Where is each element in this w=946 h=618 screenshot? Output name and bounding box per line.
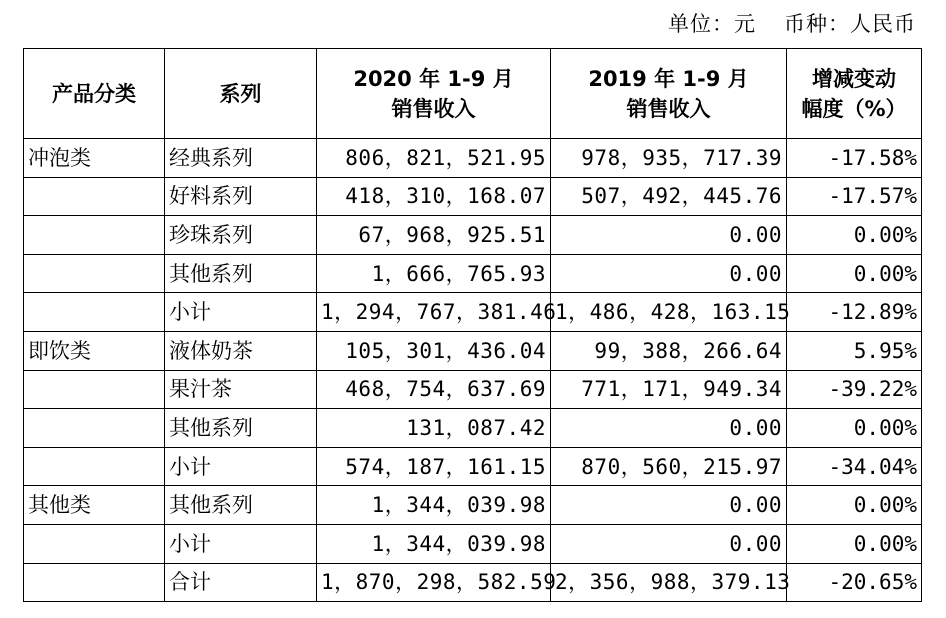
row-change: 0.00% <box>787 524 922 563</box>
row-revenue-2019: 507，492，445.76 <box>551 177 787 216</box>
row-change: -39.22% <box>787 370 922 409</box>
row-category <box>24 177 165 216</box>
table-row <box>24 486 922 525</box>
row-revenue-2020: 67，968，925.51 <box>317 216 551 255</box>
row-revenue-2020: 468，754，637.69 <box>317 370 551 409</box>
row-series: 好料系列 <box>165 177 317 216</box>
row-category <box>24 409 165 448</box>
row-series: 小计 <box>165 447 317 486</box>
row-category <box>24 216 165 255</box>
row-revenue-2019: 870，560，215.97 <box>551 447 787 486</box>
row-revenue-2020: 1，344，039.98 <box>317 486 551 525</box>
row-category: 即饮类 <box>24 331 165 370</box>
row-category <box>24 563 165 602</box>
row-revenue-2019: 0.00 <box>551 409 787 448</box>
row-change: -12.89% <box>787 293 922 332</box>
row-change: 5.95% <box>787 331 922 370</box>
header-change <box>787 49 922 139</box>
row-change: -34.04% <box>787 447 922 486</box>
row-change: -17.58% <box>787 139 922 178</box>
row-category: 其他类 <box>24 486 165 525</box>
row-revenue-2019: 0.00 <box>551 254 787 293</box>
row-revenue-2020: 1，870，298，582.59 <box>317 563 551 602</box>
row-revenue-2020: 806，821，521.95 <box>317 139 551 178</box>
table-row <box>24 370 922 409</box>
row-revenue-2020: 574，187，161.15 <box>317 447 551 486</box>
row-change: 0.00% <box>787 254 922 293</box>
row-revenue-2019: 0.00 <box>551 524 787 563</box>
row-revenue-2019: 0.00 <box>551 486 787 525</box>
row-revenue-2020: 1，666，765.93 <box>317 254 551 293</box>
row-series: 果汁茶 <box>165 370 317 409</box>
header-category: 产品分类 <box>24 49 165 139</box>
row-revenue-2020: 1，294，767，381.46 <box>317 293 551 332</box>
header-revenue-2019-period: 2019 年 1-9 月 <box>588 66 749 91</box>
row-change: 0.00% <box>787 216 922 255</box>
table-row <box>24 409 922 448</box>
header-revenue-2019 <box>551 49 787 139</box>
row-revenue-2019: 2，356，988，379.13 <box>551 563 787 602</box>
row-revenue-2020: 105，301，436.04 <box>317 331 551 370</box>
row-series: 其他系列 <box>165 486 317 525</box>
header-revenue-2020 <box>317 49 551 139</box>
row-revenue-2019: 0.00 <box>551 216 787 255</box>
table-row-total <box>24 563 922 602</box>
row-category <box>24 524 165 563</box>
row-series: 珍珠系列 <box>165 216 317 255</box>
table-row <box>24 331 922 370</box>
row-revenue-2019: 1，486，428，163.15 <box>551 293 787 332</box>
table-row <box>24 216 922 255</box>
header-revenue-2020-period: 2020 年 1-9 月 <box>353 66 514 91</box>
row-revenue-2020: 1，344，039.98 <box>317 524 551 563</box>
row-change: 0.00% <box>787 409 922 448</box>
table-row <box>24 447 922 486</box>
header-revenue-2019-label: 销售收入 <box>626 96 711 121</box>
table-row <box>24 293 922 332</box>
row-category <box>24 254 165 293</box>
row-change: -20.65% <box>787 563 922 602</box>
row-revenue-2020: 131，087.42 <box>317 409 551 448</box>
table-row <box>24 177 922 216</box>
row-series: 其他系列 <box>165 254 317 293</box>
row-category: 冲泡类 <box>24 139 165 178</box>
row-change: -17.57% <box>787 177 922 216</box>
currency-label: 币种：人民币 <box>784 12 916 36</box>
table-header-row <box>24 49 922 139</box>
row-series: 经典系列 <box>165 139 317 178</box>
row-revenue-2020: 418，310，168.07 <box>317 177 551 216</box>
row-revenue-2019: 99，388，266.64 <box>551 331 787 370</box>
header-revenue-2020-label: 销售收入 <box>391 96 476 121</box>
sales-revenue-table <box>23 48 922 602</box>
row-category <box>24 293 165 332</box>
row-category <box>24 447 165 486</box>
row-revenue-2019: 978，935，717.39 <box>551 139 787 178</box>
row-revenue-2019: 771，171，949.34 <box>551 370 787 409</box>
header-change-line1: 增减变动 <box>812 66 896 91</box>
table-row <box>24 524 922 563</box>
row-series: 其他系列 <box>165 409 317 448</box>
table-row <box>24 254 922 293</box>
header-change-line2: 幅度（%） <box>801 96 907 121</box>
table-row <box>24 139 922 178</box>
unit-currency-note <box>668 8 916 38</box>
row-series: 小计 <box>165 293 317 332</box>
row-series: 液体奶茶 <box>165 331 317 370</box>
row-series: 合计 <box>165 563 317 602</box>
row-change: 0.00% <box>787 486 922 525</box>
unit-label: 单位：元 <box>668 12 756 36</box>
row-series: 小计 <box>165 524 317 563</box>
header-series: 系列 <box>165 49 317 139</box>
row-category <box>24 370 165 409</box>
